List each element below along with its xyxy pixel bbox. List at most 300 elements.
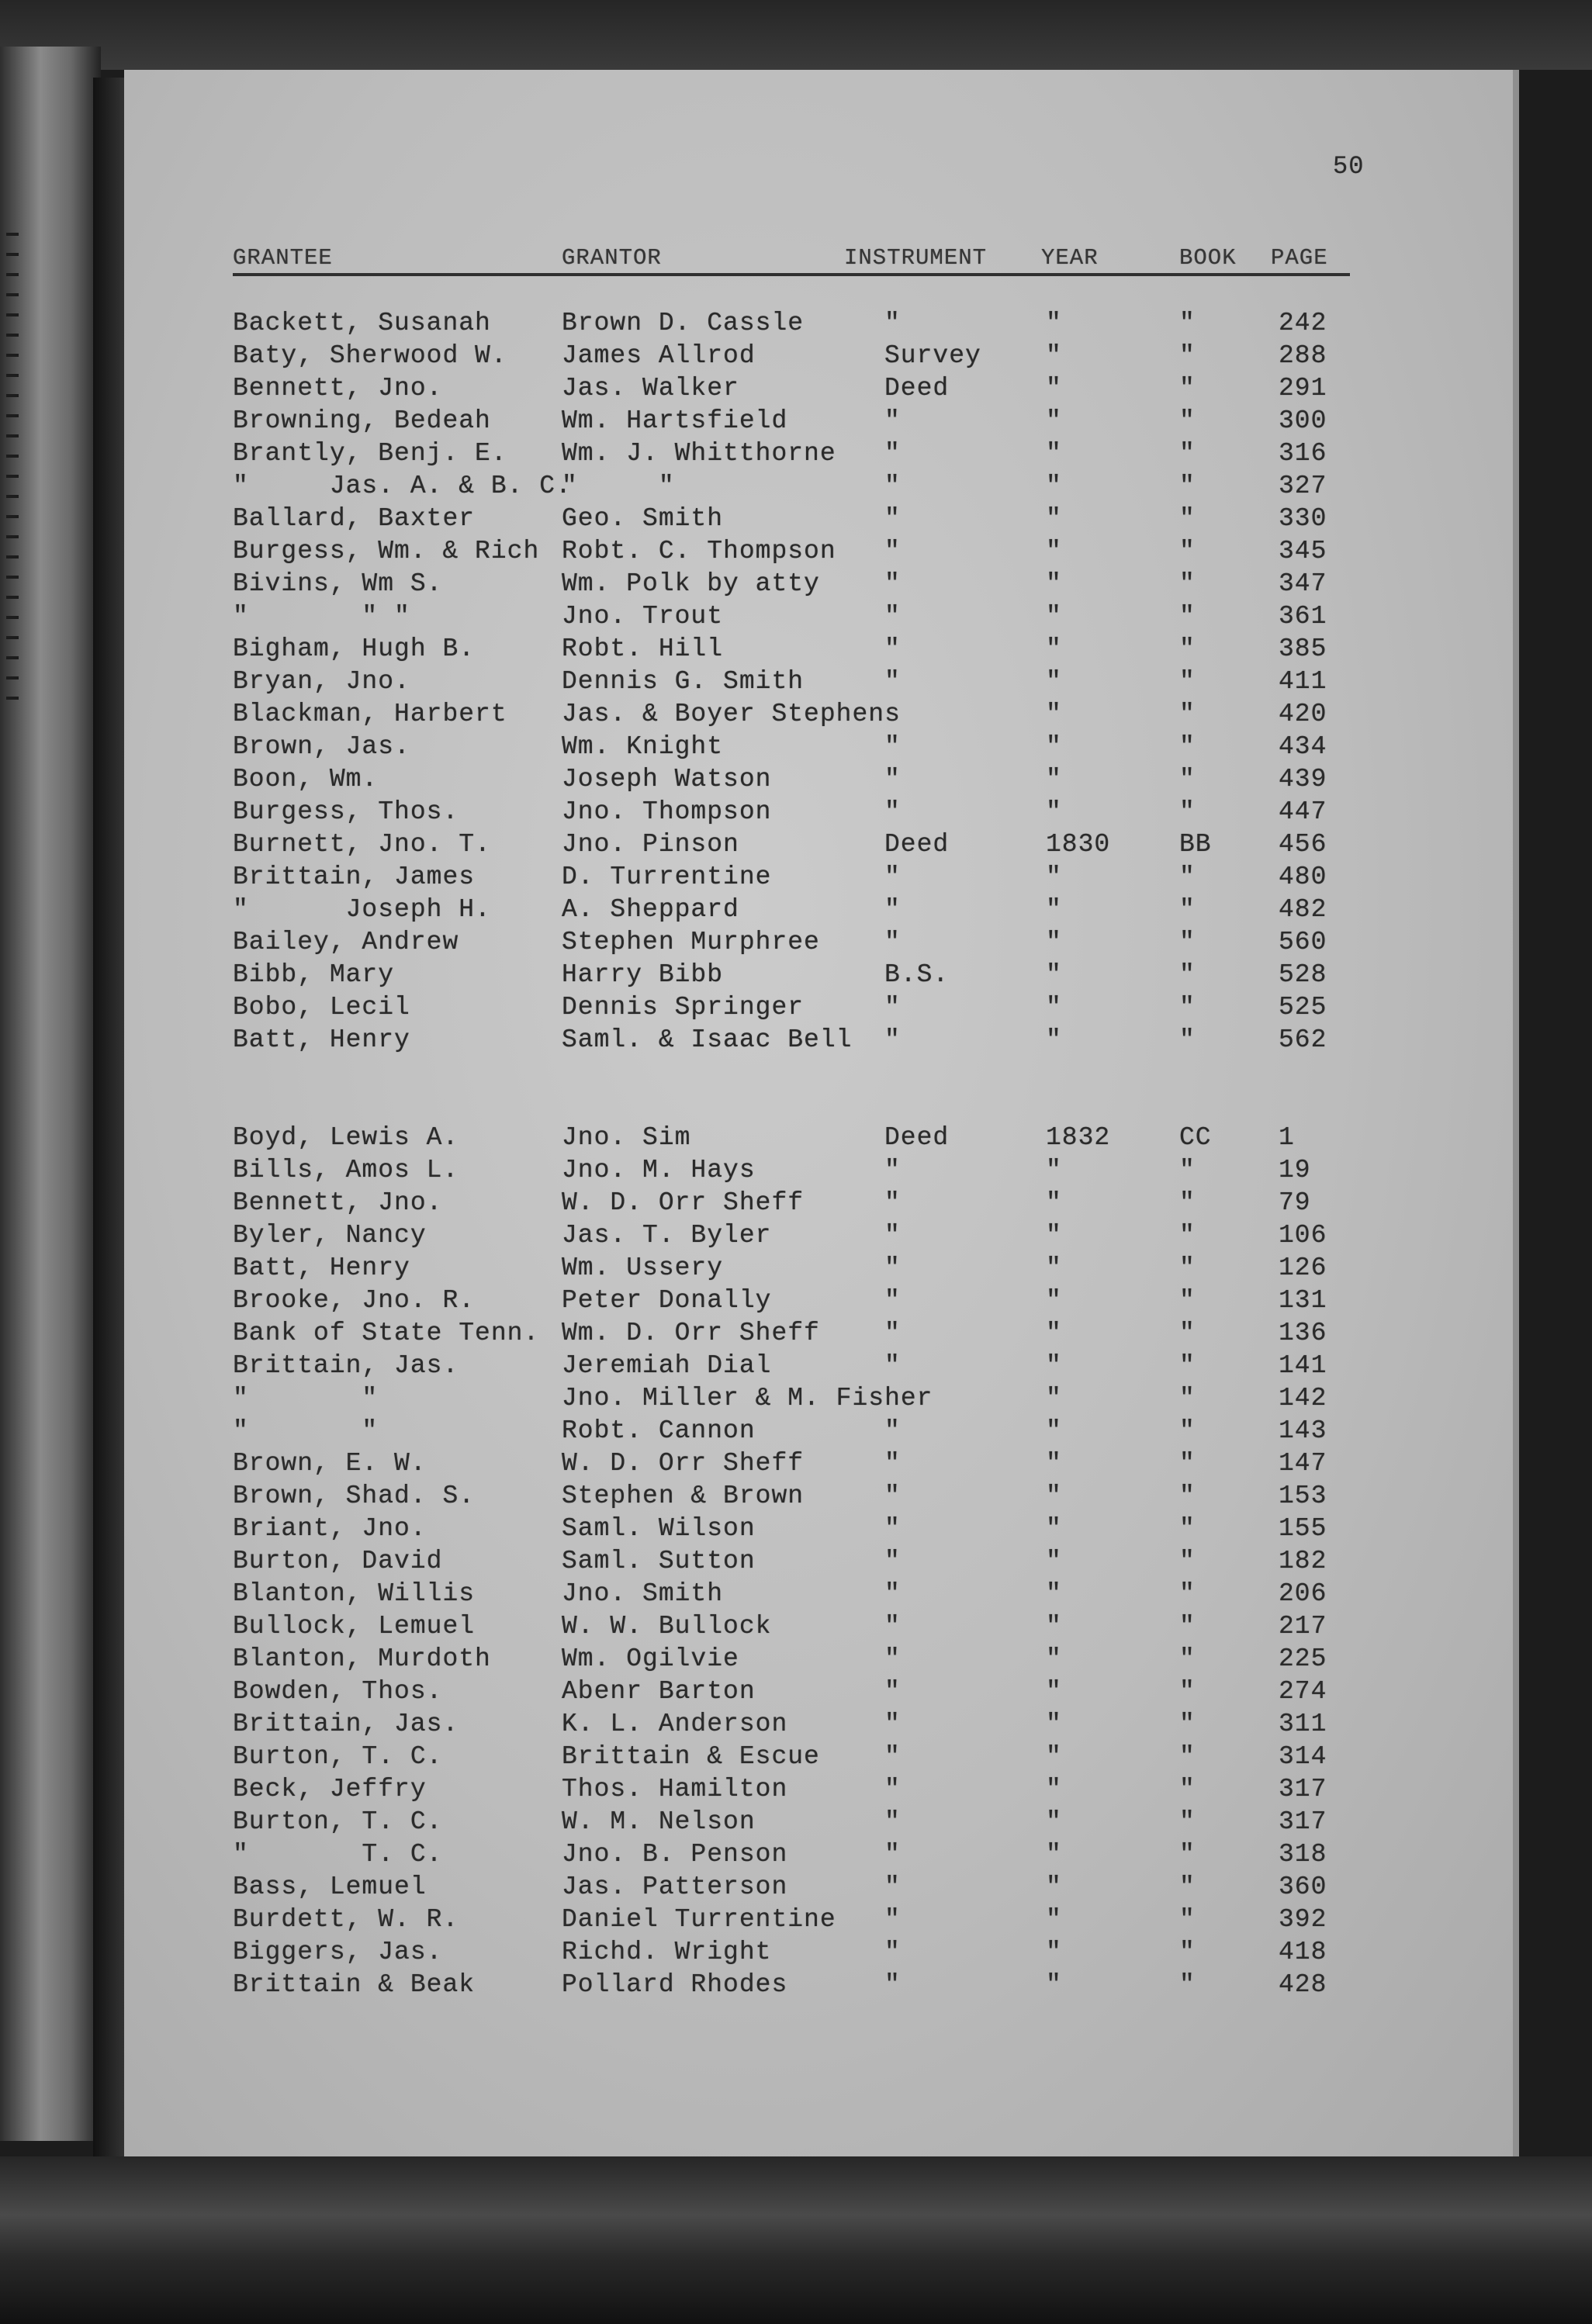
ledger-row — [233, 1187, 1350, 1219]
cell-page: 480 — [1279, 863, 1327, 891]
cell-year: " — [1046, 1449, 1062, 1478]
binding-stitch — [6, 535, 19, 538]
ledger-row — [233, 503, 1350, 535]
cell-page: 1 — [1279, 1123, 1295, 1152]
cell-page: 347 — [1279, 569, 1327, 598]
cell-year: " — [1046, 1351, 1062, 1380]
cell-grantee: Burnett, Jno. T. — [233, 830, 491, 859]
cell-grantor: Richd. Wright — [562, 1938, 772, 1966]
cell-book: " — [1179, 1775, 1196, 1804]
cell-grantee: Brooke, Jno. R. — [233, 1286, 476, 1315]
ledger-row — [233, 894, 1350, 926]
cell-book: " — [1179, 1547, 1196, 1575]
cell-instrument: " — [884, 504, 901, 533]
cell-grantee: Brown, Jas. — [233, 732, 410, 761]
ledger-row — [233, 1904, 1350, 1936]
cell-grantor: W. D. Orr Sheff — [562, 1449, 805, 1478]
cell-grantee: Bivins, Wm S. — [233, 569, 443, 598]
cell-year: " — [1046, 1156, 1062, 1184]
cell-grantor: Jno. M. Hays — [562, 1156, 756, 1184]
cell-instrument: " — [884, 1970, 901, 1999]
cell-page: 392 — [1279, 1905, 1327, 1934]
cell-book: CC — [1179, 1123, 1212, 1152]
ledger-row — [233, 1447, 1350, 1480]
cell-page: 317 — [1279, 1775, 1327, 1804]
cell-instrument: Deed — [884, 1123, 950, 1152]
cell-book: " — [1179, 569, 1196, 598]
cell-page: 141 — [1279, 1351, 1327, 1380]
cell-grantee: Burdett, W. R. — [233, 1905, 459, 1934]
binding-stitch — [6, 354, 19, 357]
cell-year: " — [1046, 1025, 1062, 1054]
cell-instrument: " — [884, 1873, 901, 1901]
cell-book: " — [1179, 765, 1196, 794]
ledger-row — [233, 1578, 1350, 1610]
cell-year: " — [1046, 1612, 1062, 1641]
cell-grantor: W. D. Orr Sheff — [562, 1188, 805, 1217]
binding-stitch — [6, 455, 19, 458]
cell-page: 153 — [1279, 1482, 1327, 1510]
cell-year: " — [1046, 1221, 1062, 1250]
cell-instrument: " — [884, 667, 901, 696]
ledger-row — [233, 600, 1350, 633]
cell-book: " — [1179, 406, 1196, 435]
cell-instrument: " — [884, 1416, 901, 1445]
ledger-row — [233, 1969, 1350, 2001]
cell-year: " — [1046, 863, 1062, 891]
cell-year: " — [1046, 1482, 1062, 1510]
cell-page: 311 — [1279, 1710, 1327, 1738]
cell-page: 314 — [1279, 1742, 1327, 1771]
cell-grantor: Stephen & Brown — [562, 1482, 805, 1510]
film-frame-bottom — [0, 2156, 1592, 2324]
page-number: 50 — [1333, 152, 1365, 181]
cell-year: " — [1046, 667, 1062, 696]
cell-book: " — [1179, 1351, 1196, 1380]
cell-grantor: Harry Bibb — [562, 960, 724, 989]
cell-grantor: Saml. Sutton — [562, 1547, 756, 1575]
ledger-row — [233, 1219, 1350, 1252]
cell-page: 317 — [1279, 1807, 1327, 1836]
cell-page: 274 — [1279, 1677, 1327, 1706]
cell-grantee: Baty, Sherwood W. — [233, 341, 507, 370]
cell-book: " — [1179, 1579, 1196, 1608]
cell-grantee: Bank of State Tenn. — [233, 1319, 540, 1347]
ledger-row — [233, 1252, 1350, 1285]
cell-grantor: Jno. B. Penson — [562, 1840, 788, 1869]
cell-instrument: " — [884, 1286, 901, 1315]
ledger-row — [233, 1154, 1350, 1187]
cell-book: " — [1179, 797, 1196, 826]
cell-page: 242 — [1279, 309, 1327, 337]
ledger-row — [233, 535, 1350, 568]
ledger-row — [233, 1741, 1350, 1773]
ledger-row — [233, 1317, 1350, 1350]
ledger-row — [233, 1513, 1350, 1545]
binding-stitch — [6, 616, 19, 619]
cell-book: " — [1179, 1873, 1196, 1901]
cell-instrument: " — [884, 1025, 901, 1054]
cell-instrument: " — [884, 1156, 901, 1184]
ledger-row — [233, 1708, 1350, 1741]
ledger-row — [233, 698, 1350, 731]
ledger-row — [233, 1415, 1350, 1447]
cell-grantee: Bryan, Jno. — [233, 667, 410, 696]
cell-grantor: Brittain & Escue — [562, 1742, 820, 1771]
ledger-row — [233, 1871, 1350, 1904]
cell-instrument: " — [884, 1482, 901, 1510]
cell-grantee: Backett, Susanah — [233, 309, 491, 337]
ledger-row — [233, 796, 1350, 828]
cell-book: " — [1179, 960, 1196, 989]
cell-grantor: Jeremiah Dial — [562, 1351, 772, 1380]
cell-page: 217 — [1279, 1612, 1327, 1641]
cell-book: BB — [1179, 830, 1212, 859]
cell-page: 155 — [1279, 1514, 1327, 1543]
cell-grantor: " " — [562, 472, 675, 500]
cell-page: 361 — [1279, 602, 1327, 631]
cell-page: 147 — [1279, 1449, 1327, 1478]
cell-book: " — [1179, 1905, 1196, 1934]
cell-page: 562 — [1279, 1025, 1327, 1054]
cell-year: " — [1046, 1840, 1062, 1869]
cell-grantor: W. M. Nelson — [562, 1807, 756, 1836]
cell-book: " — [1179, 1221, 1196, 1250]
cell-instrument: Survey — [884, 341, 981, 370]
cell-grantee: Blackman, Harbert — [233, 700, 507, 728]
cell-book: " — [1179, 1384, 1196, 1413]
cell-book: " — [1179, 1449, 1196, 1478]
book-binding — [0, 47, 101, 2141]
cell-page: 143 — [1279, 1416, 1327, 1445]
cell-page: 126 — [1279, 1254, 1327, 1282]
cell-year: " — [1046, 1938, 1062, 1966]
binding-stitch — [6, 334, 19, 337]
cell-page: 439 — [1279, 765, 1327, 794]
ledger-row — [233, 1480, 1350, 1513]
cell-page: 420 — [1279, 700, 1327, 728]
cell-instrument: " — [884, 1807, 901, 1836]
ledger-row — [233, 1643, 1350, 1676]
binding-stitch — [6, 414, 19, 417]
cell-page: 345 — [1279, 537, 1327, 565]
cell-instrument: " — [884, 569, 901, 598]
cell-year: " — [1046, 1188, 1062, 1217]
cell-instrument: " — [884, 797, 901, 826]
cell-book: " — [1179, 1742, 1196, 1771]
cell-grantor: Saml. & Isaac Bell — [562, 1025, 853, 1054]
cell-instrument: Deed — [884, 374, 950, 403]
cell-grantee: Brittain & Beak — [233, 1970, 476, 1999]
cell-instrument: " — [884, 635, 901, 663]
cell-page: 300 — [1279, 406, 1327, 435]
cell-instrument: " — [884, 1221, 901, 1250]
cell-year: " — [1046, 797, 1062, 826]
cell-page: 291 — [1279, 374, 1327, 403]
cell-year: " — [1046, 960, 1062, 989]
binding-stitch — [6, 293, 19, 296]
cell-book: " — [1179, 1938, 1196, 1966]
cell-grantor: Joseph Watson — [562, 765, 772, 794]
cell-grantor: W. W. Bullock — [562, 1612, 772, 1641]
cell-instrument: Deed — [884, 830, 950, 859]
cell-page: 131 — [1279, 1286, 1327, 1315]
cell-instrument: " — [884, 1449, 901, 1478]
cell-page: 327 — [1279, 472, 1327, 500]
cell-book: " — [1179, 1482, 1196, 1510]
cell-year: " — [1046, 928, 1062, 956]
header-underline — [233, 273, 1350, 276]
cell-book: " — [1179, 700, 1196, 728]
cell-book: " — [1179, 635, 1196, 663]
ledger-row — [233, 1773, 1350, 1806]
cell-grantor: Abenr Barton — [562, 1677, 756, 1706]
cell-grantor: Wm. Ogilvie — [562, 1644, 739, 1673]
binding-stitch — [6, 313, 19, 316]
cell-grantor: Robt. C. Thompson — [562, 537, 836, 565]
binding-stitch — [6, 495, 19, 498]
cell-instrument: " — [884, 1319, 901, 1347]
cell-grantor: Jno. Pinson — [562, 830, 739, 859]
cell-grantee: Bills, Amos L. — [233, 1156, 459, 1184]
cell-book: " — [1179, 1970, 1196, 1999]
cell-book: " — [1179, 472, 1196, 500]
cell-grantor: Jas. Walker — [562, 374, 739, 403]
cell-page: 330 — [1279, 504, 1327, 533]
cell-instrument: " — [884, 1677, 901, 1706]
cell-instrument: " — [884, 732, 901, 761]
ledger-row — [233, 991, 1350, 1024]
header-grantee: GRANTEE — [233, 245, 333, 271]
cell-grantor: Jno. Sim — [562, 1123, 691, 1152]
cell-grantee: Brittain, Jas. — [233, 1710, 459, 1738]
header-year: YEAR — [1041, 245, 1099, 271]
cell-page: 447 — [1279, 797, 1327, 826]
cell-page: 106 — [1279, 1221, 1327, 1250]
cell-grantee: Batt, Henry — [233, 1025, 410, 1054]
cell-grantor: Wm. Ussery — [562, 1254, 724, 1282]
cell-book: " — [1179, 1156, 1196, 1184]
cell-grantee: Beck, Jeffry — [233, 1775, 427, 1804]
binding-stitch — [6, 697, 19, 700]
ledger-row — [233, 666, 1350, 698]
cell-instrument: " — [884, 309, 901, 337]
cell-book: " — [1179, 602, 1196, 631]
cell-instrument: " — [884, 472, 901, 500]
ledger-row — [233, 1024, 1350, 1057]
cell-instrument: " — [884, 928, 901, 956]
cell-grantor: Jas. & Boyer Stephens — [562, 700, 901, 728]
cell-grantor: Dennis Springer — [562, 993, 805, 1022]
binding-stitch — [6, 233, 19, 236]
cell-instrument: " — [884, 1710, 901, 1738]
cell-grantee: Boyd, Lewis A. — [233, 1123, 459, 1152]
cell-book: " — [1179, 1319, 1196, 1347]
cell-book: " — [1179, 895, 1196, 924]
binding-stitch — [6, 273, 19, 276]
cell-grantor: Geo. Smith — [562, 504, 724, 533]
cell-year: " — [1046, 993, 1062, 1022]
cell-year: " — [1046, 1254, 1062, 1282]
cell-page: 19 — [1279, 1156, 1311, 1184]
cell-grantor: Jno. Trout — [562, 602, 724, 631]
cell-year: " — [1046, 374, 1062, 403]
header-grantor: GRANTOR — [562, 245, 662, 271]
ledger-row — [233, 1285, 1350, 1317]
cell-grantee: Brown, E. W. — [233, 1449, 427, 1478]
cell-instrument: " — [884, 1351, 901, 1380]
cell-grantor: K. L. Anderson — [562, 1710, 788, 1738]
ledger-row — [233, 731, 1350, 763]
cell-instrument: " — [884, 1840, 901, 1869]
cell-instrument: " — [884, 1579, 901, 1608]
cell-grantee: Bennett, Jno. — [233, 374, 443, 403]
cell-book: " — [1179, 863, 1196, 891]
cell-instrument: " — [884, 1188, 901, 1217]
cell-instrument: " — [884, 406, 901, 435]
binding-stitch — [6, 636, 19, 639]
cell-grantee: Burton, David — [233, 1547, 443, 1575]
cell-page: 142 — [1279, 1384, 1327, 1413]
binding-stitch — [6, 555, 19, 559]
cell-grantor: Daniel Turrentine — [562, 1905, 836, 1934]
cell-book: " — [1179, 1677, 1196, 1706]
cell-grantee: Burton, T. C. — [233, 1807, 443, 1836]
ledger-row — [233, 1545, 1350, 1578]
cell-year: " — [1046, 1384, 1062, 1413]
cell-year: " — [1046, 1416, 1062, 1445]
cell-instrument: " — [884, 1938, 901, 1966]
cell-grantor: D. Turrentine — [562, 863, 772, 891]
cell-grantee: Boon, Wm. — [233, 765, 379, 794]
cell-page: 360 — [1279, 1873, 1327, 1901]
cell-book: " — [1179, 1025, 1196, 1054]
cell-grantor: A. Sheppard — [562, 895, 739, 924]
ledger-row — [233, 372, 1350, 405]
cell-year: " — [1046, 700, 1062, 728]
cell-book: " — [1179, 504, 1196, 533]
binding-stitch — [6, 394, 19, 397]
cell-instrument: " — [884, 1742, 901, 1771]
ledger-row — [233, 1350, 1350, 1382]
cell-year: " — [1046, 1677, 1062, 1706]
cell-year: " — [1046, 1547, 1062, 1575]
cell-year: " — [1046, 635, 1062, 663]
cell-grantee: Bibb, Mary — [233, 960, 395, 989]
cell-book: " — [1179, 1188, 1196, 1217]
binding-stitch — [6, 656, 19, 659]
cell-page: 206 — [1279, 1579, 1327, 1608]
cell-year: " — [1046, 1905, 1062, 1934]
binding-stitch — [6, 515, 19, 518]
cell-page: 79 — [1279, 1188, 1311, 1217]
cell-page: 288 — [1279, 341, 1327, 370]
cell-grantor: Jno. Thompson — [562, 797, 772, 826]
cell-instrument: " — [884, 1547, 901, 1575]
cell-grantee: Bennett, Jno. — [233, 1188, 443, 1217]
ledger-row — [233, 437, 1350, 470]
cell-book: " — [1179, 667, 1196, 696]
cell-book: " — [1179, 1612, 1196, 1641]
cell-grantor: Thos. Hamilton — [562, 1775, 788, 1804]
cell-grantor: Peter Donally — [562, 1286, 772, 1315]
cell-instrument: " — [884, 895, 901, 924]
cell-year: " — [1046, 309, 1062, 337]
ledger-row — [233, 633, 1350, 666]
binding-stitch — [6, 576, 19, 579]
binding-stitch — [6, 475, 19, 478]
cell-page: 428 — [1279, 1970, 1327, 1999]
cell-page: 385 — [1279, 635, 1327, 663]
cell-instrument: " — [884, 439, 901, 468]
cell-book: " — [1179, 1254, 1196, 1282]
cell-grantee: Browning, Bedeah — [233, 406, 491, 435]
ledger-row — [233, 1838, 1350, 1871]
ledger-row — [233, 926, 1350, 959]
cell-year: " — [1046, 765, 1062, 794]
cell-grantor: Robt. Hill — [562, 635, 724, 663]
cell-grantee: Byler, Nancy — [233, 1221, 427, 1250]
cell-year: " — [1046, 895, 1062, 924]
cell-book: " — [1179, 1840, 1196, 1869]
ledger-row — [233, 405, 1350, 437]
cell-year: " — [1046, 1742, 1062, 1771]
cell-year: " — [1046, 504, 1062, 533]
cell-year: " — [1046, 1319, 1062, 1347]
cell-grantee: Briant, Jno. — [233, 1514, 427, 1543]
cell-book: " — [1179, 732, 1196, 761]
cell-grantee: Brittain, James — [233, 863, 476, 891]
cell-grantee: " " " — [233, 602, 410, 631]
cell-book: " — [1179, 374, 1196, 403]
cell-book: " — [1179, 1710, 1196, 1738]
cell-book: " — [1179, 1807, 1196, 1836]
cell-grantee: Bigham, Hugh B. — [233, 635, 476, 663]
cell-grantee: " " — [233, 1416, 379, 1445]
cell-year: " — [1046, 1286, 1062, 1315]
binding-stitch — [6, 596, 19, 599]
cell-grantor: Jno. Smith — [562, 1579, 724, 1608]
cell-grantee: Bobo, Lecil — [233, 993, 410, 1022]
cell-grantor: James Allrod — [562, 341, 756, 370]
ledger-row — [233, 1122, 1350, 1154]
cell-grantee: Burgess, Thos. — [233, 797, 459, 826]
cell-grantor: Jno. Miller & M. Fisher — [562, 1384, 933, 1413]
cell-year: " — [1046, 1970, 1062, 1999]
binding-stitch — [6, 253, 19, 256]
cell-grantee: Biggers, Jas. — [233, 1938, 443, 1966]
cell-grantee: Brittain, Jas. — [233, 1351, 459, 1380]
ledger-row — [233, 307, 1350, 340]
cell-year: " — [1046, 602, 1062, 631]
ledger-row — [233, 959, 1350, 991]
cell-grantee: Blanton, Willis — [233, 1579, 476, 1608]
cell-year: " — [1046, 569, 1062, 598]
cell-page: 182 — [1279, 1547, 1327, 1575]
cell-year: 1832 — [1046, 1123, 1111, 1152]
ledger-row — [233, 568, 1350, 600]
cell-page: 411 — [1279, 667, 1327, 696]
cell-grantee: " Jas. A. & B. C. — [233, 472, 572, 500]
ledger-row — [233, 340, 1350, 372]
cell-page: 418 — [1279, 1938, 1327, 1966]
cell-instrument: " — [884, 537, 901, 565]
cell-grantee: Burgess, Wm. & Rich — [233, 537, 540, 565]
cell-instrument: " — [884, 1254, 901, 1282]
cell-page: 456 — [1279, 830, 1327, 859]
cell-grantee: Ballard, Baxter — [233, 504, 476, 533]
cell-instrument: B.S. — [884, 960, 950, 989]
